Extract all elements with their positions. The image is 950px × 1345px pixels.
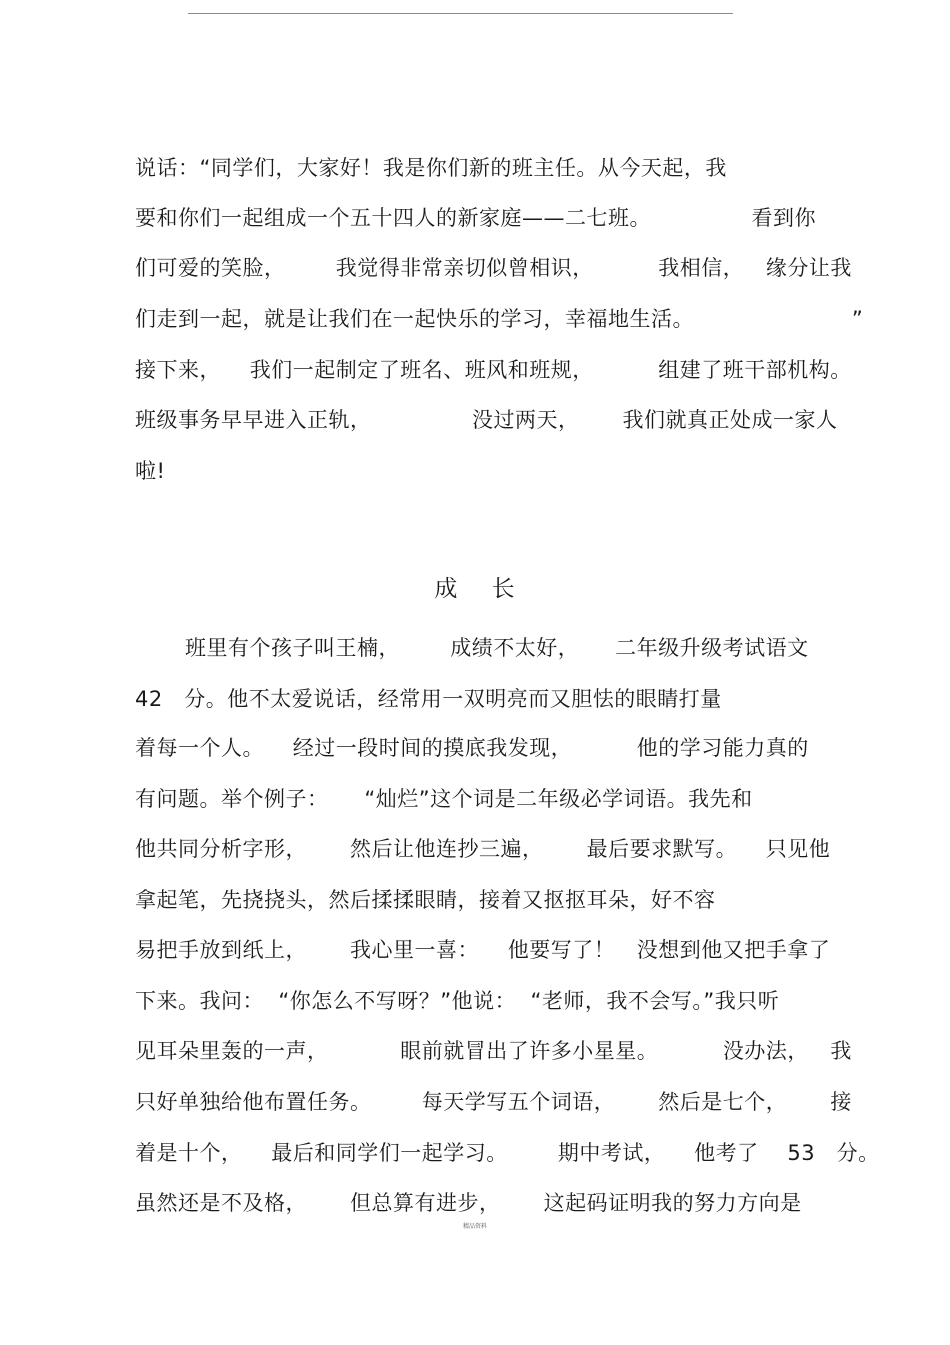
paragraph-line: 们可爱的笑脸， 我觉得非常亲切似曾相识， 我相信， 缘分让我 (135, 256, 852, 280)
paragraph-line: 有问题。举个例子： “灿烂”这个词是二年级必学词语。我先和 (135, 787, 753, 811)
paragraph-line: 易把手放到纸上， 我心里一喜： 他要写了！ 没想到他又把手拿了 (135, 938, 831, 962)
paragraph-line: 啦! (135, 459, 166, 483)
page-footer: 精品资料 (462, 1223, 487, 1230)
header-rule (188, 13, 733, 14)
section-title: 成 长 (434, 576, 516, 602)
paragraph-line: 着每一个人。 经过一段时间的摸底我发现， 他的学习能力真的 (135, 736, 809, 760)
paragraph-line: 着是十个， 最后和同学们一起学习。 期中考试， 他考了 53 分。 (135, 1141, 880, 1165)
paragraph-line: 班里有个孩子叫王楠， 成绩不太好， 二年级升级考试语文 (185, 636, 809, 660)
paragraph-line: 们走到一起，就是让我们在一起快乐的学习，幸福地生活。 ” (135, 307, 864, 331)
paragraph-line: 班级事务早早进入正轨， 没过两天， 我们就真正处成一家人 (135, 408, 838, 432)
paragraph-line: 下来。我问： “你怎么不写呀？”他说： “老师，我不会写。”我只听 (135, 989, 780, 1013)
paragraph-line: 只好单独给他布置任务。 每天学写五个词语， 然后是七个， 接 (135, 1090, 852, 1114)
paragraph-line: 见耳朵里轰的一声， 眼前就冒出了许多小星星。 没办法， 我 (135, 1039, 852, 1063)
paragraph-line: 要和你们一起组成一个五十四人的新家庭——二七班。 看到你 (135, 206, 816, 230)
paragraph-line: 虽然还是不及格， 但总算有进步， 这起码证明我的努力方向是 (135, 1191, 802, 1215)
paragraph-line: 说话：“同学们，大家好！我是你们新的班主任。从今天起，我 (135, 156, 727, 180)
paragraph-line: 他共同分析字形， 然后让他连抄三遍， 最后要求默写。 只见他 (135, 837, 831, 861)
paragraph-line: 42 分。他不太爱说话，经常用一双明亮而又胆怯的眼睛打量 (135, 687, 722, 711)
paragraph-line: 拿起笔，先挠挠头，然后揉揉眼睛，接着又抠抠耳朵，好不容 (135, 888, 716, 912)
paragraph-line: 接下来， 我们一起制定了班名、班风和班规， 组建了班干部机构。 (135, 358, 852, 382)
